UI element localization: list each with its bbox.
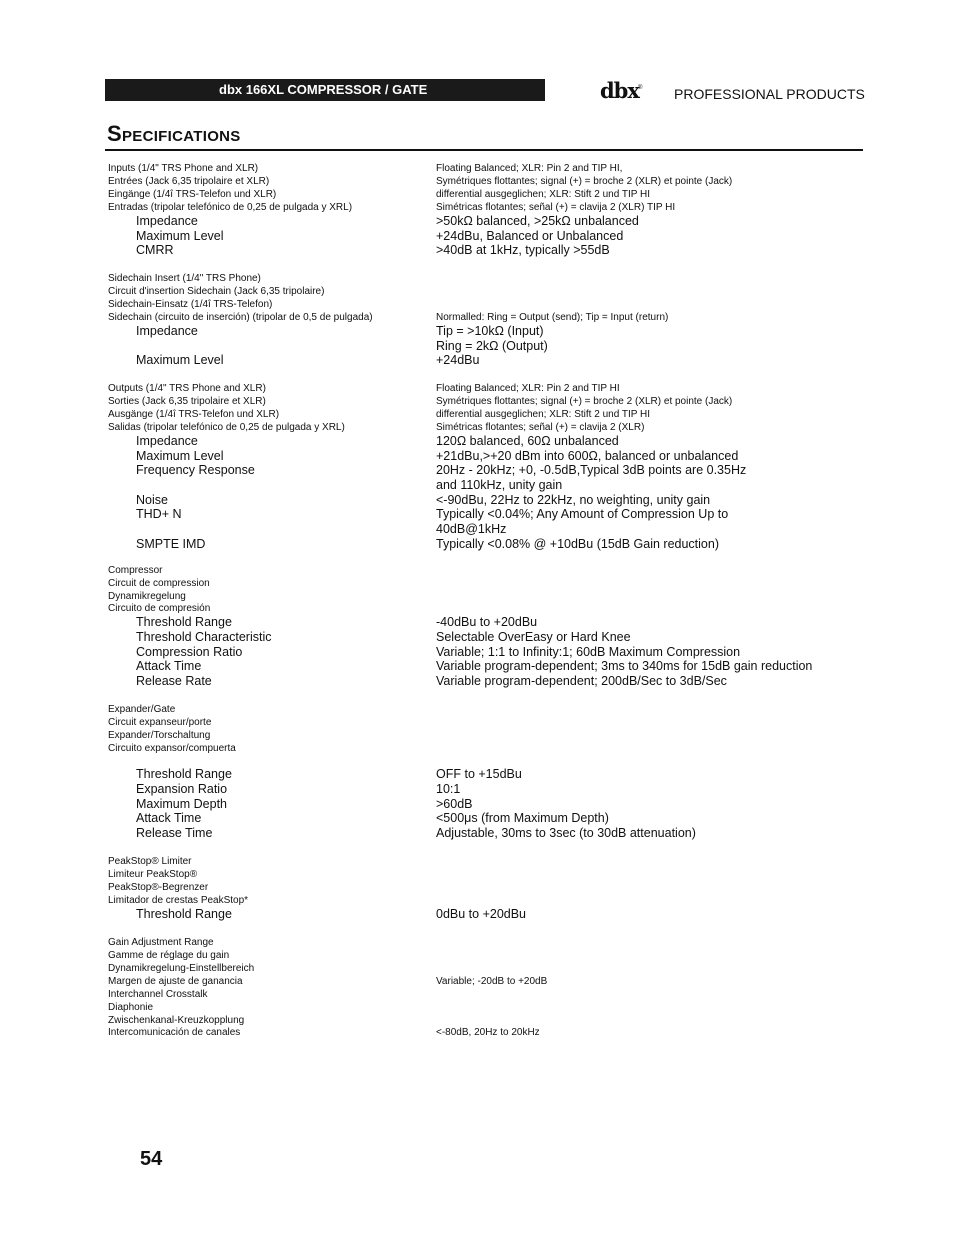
inputs-value-en: Floating Balanced; XLR: Pin 2 and TIP HI,	[436, 163, 623, 174]
compressor-release-value: Variable program-dependent; 200dB/Sec to 3dB/Sec	[436, 674, 727, 688]
gain-adjust-label-es: Margen de ajuste de ganancia	[108, 976, 243, 987]
inputs-value-de: differential ausgeglichen; XLR: Stift 2 und TIP HI	[436, 189, 651, 200]
compressor-ratio-label: Compression Ratio	[136, 645, 243, 659]
inputs-cmrr-label: CMRR	[136, 243, 174, 257]
crosstalk-label-de: Zwischenkanal-Kreuzkopplung	[108, 1015, 245, 1026]
outputs-thdn-value: Typically <0.04%; Any Amount of Compression Up to	[436, 507, 729, 521]
outputs-max-level-value: +21dBu,>+20 dBm into 600Ω, balanced or unbalanced	[436, 449, 739, 463]
header-bar	[105, 79, 545, 101]
inputs-value-es: Simétricas flotantes; señal (+) = clavija 2 (XLR) TIP HI	[436, 202, 676, 213]
expander-attack-label: Attack Time	[136, 811, 202, 825]
sidechain-label-fr: Circuit d'insertion Sidechain (Jack 6,35 tripolaire)	[108, 286, 325, 297]
brand-logo: dbx	[600, 78, 639, 103]
outputs-value-es: Simétricas flotantes; señal (+) = clavija 2 (XLR)	[436, 422, 645, 433]
crosstalk-value: <-80dB, 20Hz to 20kHz	[436, 1027, 540, 1038]
outputs-smpte-imd-value: Typically <0.08% @ +10dBu (15dB Gain reduction)	[436, 537, 719, 551]
compressor-attack-value: Variable program-dependent; 3ms to 340ms for 15dB gain reduction	[436, 659, 813, 673]
compressor-ratio-value: Variable; 1:1 to Infinity:1; 60dB Maximum Compression	[436, 645, 741, 659]
outputs-label-fr: Sorties (Jack 6,35 tripolaire et XLR)	[108, 396, 266, 407]
expander-max-depth-value: >60dB	[436, 797, 473, 811]
expander-threshold-label: Threshold Range	[136, 767, 232, 781]
inputs-label-es: Entradas (tripolar telefónico de 0,25 de pulgada y XRL)	[108, 202, 353, 213]
crosstalk-label-es: Intercomunicación de canales	[108, 1027, 241, 1038]
inputs-label-en: Inputs (1/4" TRS Phone and XLR)	[108, 163, 259, 174]
sidechain-label-es: Sidechain (circuito de inserción) (tripolar de 0,5 de pulgada)	[108, 312, 373, 323]
compressor-label-es: Circuito de compresión	[108, 603, 211, 614]
expander-release-label: Release Time	[136, 826, 213, 840]
peakstop-label-es: Limitador de crestas PeakStop*	[108, 895, 249, 906]
expander-release-value: Adjustable, 30ms to 3sec (to 30dB attenuation)	[436, 826, 696, 840]
outputs-label-de: Ausgänge (1/4î TRS-Telefon und XLR)	[108, 409, 280, 420]
crosstalk-label-fr: Diaphonie	[108, 1002, 154, 1013]
expander-max-depth-label: Maximum Depth	[136, 797, 227, 811]
outputs-noise-label: Noise	[136, 493, 168, 507]
expander-ratio-value: 10:1	[436, 782, 461, 796]
expander-label-es: Circuito expansor/compuerta	[108, 743, 236, 754]
brand-tagline: PROFESSIONAL PRODUCTS	[674, 86, 865, 102]
gain-adjust-value: Variable; -20dB to +20dB	[436, 976, 548, 987]
outputs-thdn-value-2: 40dB@1kHz	[436, 522, 507, 536]
inputs-impedance-label: Impedance	[136, 214, 198, 228]
outputs-value-de: differential ausgeglichen; XLR: Stift 2 und TIP HI	[436, 409, 651, 420]
compressor-label-de: Dynamikregelung	[108, 591, 186, 602]
gain-adjust-label-fr: Gamme de réglage du gain	[108, 950, 230, 961]
expander-threshold-value: OFF to +15dBu	[436, 767, 522, 781]
outputs-max-level-label: Maximum Level	[136, 449, 224, 463]
inputs-label-fr: Entrées (Jack 6,35 tripolaire et XLR)	[108, 176, 270, 187]
outputs-freq-response-value: 20Hz - 20kHz; +0, -0.5dB,Typical 3dB points are 0.35Hz	[436, 463, 747, 477]
inputs-max-level-label: Maximum Level	[136, 229, 224, 243]
compressor-label-en: Compressor	[108, 565, 163, 576]
sidechain-max-level-label: Maximum Level	[136, 353, 224, 367]
sidechain-impedance-value: Tip = >10kΩ (Input)	[436, 324, 544, 338]
compressor-threshold-range-label: Threshold Range	[136, 615, 232, 629]
outputs-impedance-label: Impedance	[136, 434, 198, 448]
sidechain-value: Normalled: Ring = Output (send); Tip = Input (return)	[436, 312, 669, 323]
peakstop-threshold-value: 0dBu to +20dBu	[436, 907, 527, 921]
crosstalk-label-en: Interchannel Crosstalk	[108, 989, 208, 1000]
peakstop-threshold-label: Threshold Range	[136, 907, 232, 921]
compressor-threshold-char-label: Threshold Characteristic	[136, 630, 272, 644]
sidechain-label-de: Sidechain-Einsatz (1/4î TRS-Telefon)	[108, 299, 273, 310]
expander-label-fr: Circuit expanseur/porte	[108, 717, 212, 728]
sidechain-impedance-value-2: Ring = 2kΩ (Output)	[436, 339, 548, 353]
inputs-max-level-value: +24dBu, Balanced or Unbalanced	[436, 229, 624, 243]
expander-attack-value: <500μs (from Maximum Depth)	[436, 811, 609, 825]
expander-label-de: Expander/Torschaltung	[108, 730, 211, 741]
page-title: Specifications	[107, 121, 241, 146]
outputs-value-en: Floating Balanced; XLR: Pin 2 and TIP HI	[436, 383, 620, 394]
compressor-label-fr: Circuit de compression	[108, 578, 210, 589]
inputs-cmrr-value: >40dB at 1kHz, typically >55dB	[436, 243, 610, 257]
compressor-attack-label: Attack Time	[136, 659, 202, 673]
sidechain-impedance-label: Impedance	[136, 324, 198, 338]
compressor-threshold-range-value: -40dBu to +20dBu	[436, 615, 538, 629]
expander-ratio-label: Expansion Ratio	[136, 782, 228, 796]
outputs-freq-response-label: Frequency Response	[136, 463, 255, 477]
inputs-value-fr: Symétriques flottantes; signal (+) = broche 2 (XLR) et pointe (Jack)	[436, 176, 733, 187]
page-number: 54	[140, 1148, 163, 1170]
peakstop-label-fr: Limiteur PeakStop®	[108, 869, 198, 880]
inputs-label-de: Eingänge (1/4î TRS-Telefon und XLR)	[108, 189, 277, 200]
outputs-value-fr: Symétriques flottantes; signal (+) = broche 2 (XLR) et pointe (Jack)	[436, 396, 733, 407]
compressor-threshold-char-value: Selectable OverEasy or Hard Knee	[436, 630, 631, 644]
peakstop-label-en: PeakStop® Limiter	[108, 856, 192, 867]
inputs-impedance-value: >50kΩ balanced, >25kΩ unbalanced	[436, 214, 639, 228]
outputs-noise-value: <-90dBu, 22Hz to 22kHz, no weighting, unity gain	[436, 493, 711, 507]
peakstop-label-de: PeakStop®-Begrenzer	[108, 882, 209, 893]
compressor-release-label: Release Rate	[136, 674, 212, 688]
brand-trademark: ®	[638, 85, 643, 91]
outputs-label-es: Salidas (tripolar telefónico de 0,25 de pulgada y XRL)	[108, 422, 345, 433]
sidechain-max-level-value: +24dBu	[436, 353, 480, 367]
product-title: dbx 166XL COMPRESSOR / GATE	[219, 82, 428, 97]
heading-divider	[105, 149, 863, 151]
sidechain-label-en: Sidechain Insert (1/4" TRS Phone)	[108, 273, 261, 284]
outputs-thdn-label: THD+ N	[136, 507, 182, 521]
outputs-smpte-imd-label: SMPTE IMD	[136, 537, 206, 551]
expander-label-en: Expander/Gate	[108, 704, 176, 715]
outputs-impedance-value: 120Ω balanced, 60Ω unbalanced	[436, 434, 619, 448]
outputs-label-en: Outputs (1/4" TRS Phone and XLR)	[108, 383, 266, 394]
outputs-freq-response-value-2: and 110kHz, unity gain	[436, 478, 563, 492]
gain-adjust-label-en: Gain Adjustment Range	[108, 937, 214, 948]
gain-adjust-label-de: Dynamikregelung-Einstellbereich	[108, 963, 255, 974]
